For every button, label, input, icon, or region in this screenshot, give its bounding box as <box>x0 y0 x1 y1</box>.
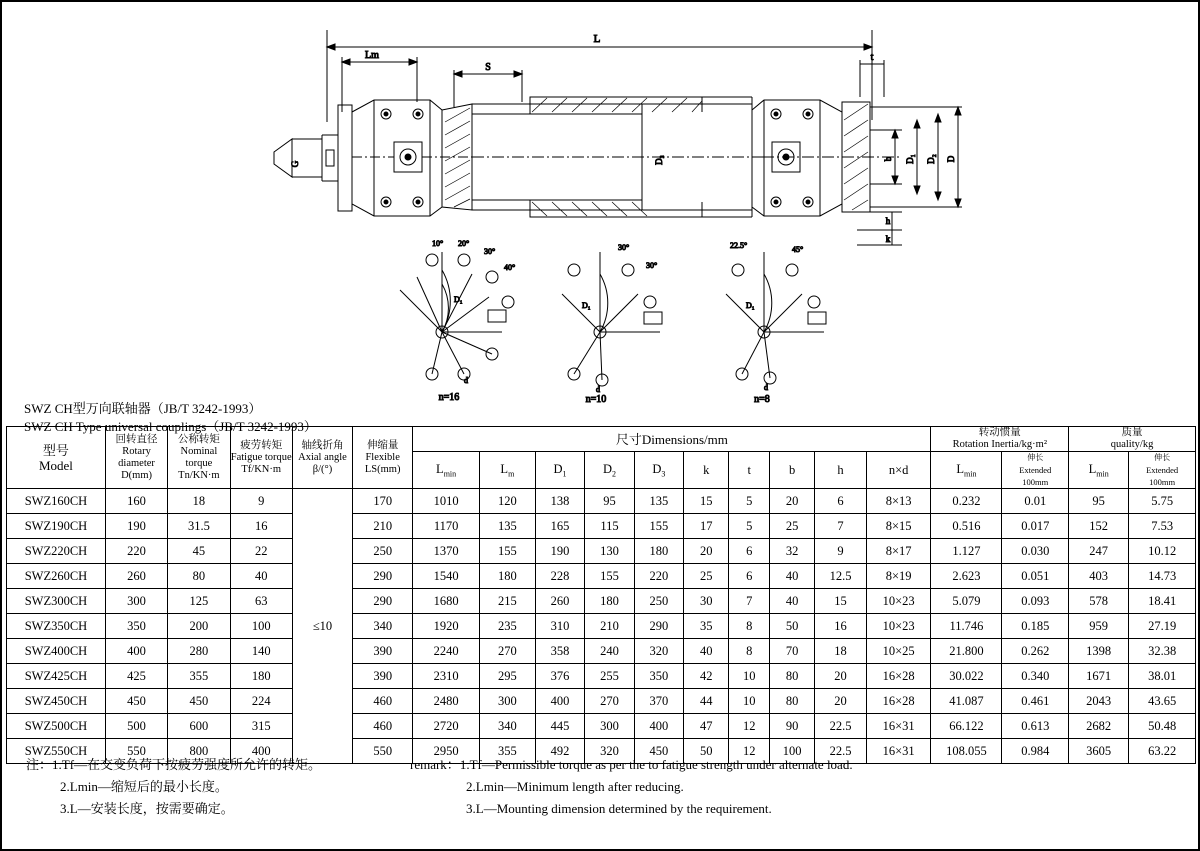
cell-lm: 120 <box>479 489 535 514</box>
cell-d2: 270 <box>585 689 634 714</box>
cell-model: SWZ450CH <box>7 689 106 714</box>
th-nominal-torque: 公称转矩 Nominal torque Tn/KN·m <box>168 427 230 489</box>
th-dim-d3: $D_3$ <box>634 452 683 489</box>
table-row <box>7 514 1196 539</box>
cell-b: 100 <box>770 739 815 764</box>
cell-lm: 340 <box>479 714 535 739</box>
cell-t: 7 <box>729 589 770 614</box>
cell-nxd: 16×31 <box>866 714 931 739</box>
table-row <box>7 489 1196 514</box>
cell-lm: 215 <box>479 589 535 614</box>
cell-nominal-torque: 800 <box>168 739 230 764</box>
cell-fatigue-torque: 224 <box>230 689 292 714</box>
th-quality-group: 质量 quality/kg <box>1069 427 1196 452</box>
cell-d2: 320 <box>585 739 634 764</box>
cell-inertia-ext: 0.017 <box>1002 514 1069 539</box>
cell-inertia-min: 41.087 <box>931 689 1002 714</box>
cell-inertia-min: 2.623 <box>931 564 1002 589</box>
cell-quality-ext: 63.22 <box>1129 739 1196 764</box>
table-row <box>7 689 1196 714</box>
th-rotary-diameter: 回转直径 Rotary diameter D(mm) <box>105 427 167 489</box>
cell-fatigue-torque: 63 <box>230 589 292 614</box>
cell-b: 40 <box>770 564 815 589</box>
cell-d1: 310 <box>535 614 584 639</box>
cell-quality-min: 959 <box>1069 614 1129 639</box>
cell-k: 20 <box>684 539 729 564</box>
cell-b: 80 <box>770 664 815 689</box>
cell-h: 15 <box>815 589 867 614</box>
th-fatigue-torque: 疲劳转矩 Fatigue torque Tf/KN·m <box>230 427 292 489</box>
cell-t: 10 <box>729 689 770 714</box>
cell-model: SWZ190CH <box>7 514 106 539</box>
svg-text:Lm: Lm <box>365 50 379 61</box>
cell-axial-angle: ≤10 <box>292 489 352 764</box>
cell-quality-ext: 5.75 <box>1129 489 1196 514</box>
cell-lm: 270 <box>479 639 535 664</box>
table-row <box>7 539 1196 564</box>
svg-text:30°: 30° <box>618 243 630 252</box>
cell-d3: 450 <box>634 739 683 764</box>
svg-text:22.5°: 22.5° <box>730 241 748 250</box>
cell-flexible: 390 <box>353 664 413 689</box>
cell-nominal-torque: 80 <box>168 564 230 589</box>
cell-quality-ext: 7.53 <box>1129 514 1196 539</box>
cell-lm: 300 <box>479 689 535 714</box>
cell-quality-min: 1398 <box>1069 639 1129 664</box>
svg-text:d: d <box>596 385 600 394</box>
cell-d1: 492 <box>535 739 584 764</box>
cell-b: 50 <box>770 614 815 639</box>
cell-h: 22.5 <box>815 714 867 739</box>
cell-quality-ext: 50.48 <box>1129 714 1196 739</box>
cell-fatigue-torque: 400 <box>230 739 292 764</box>
cell-k: 50 <box>684 739 729 764</box>
cell-nominal-torque: 450 <box>168 689 230 714</box>
cell-model: SWZ220CH <box>7 539 106 564</box>
cell-nxd: 16×31 <box>866 739 931 764</box>
svg-text:h: h <box>885 216 891 226</box>
cell-k: 44 <box>684 689 729 714</box>
notes-en-line-1: remark：1.Tf—Permissible torque as per the to fatigue strength under alternate load. <box>410 757 853 772</box>
cell-d2: 130 <box>585 539 634 564</box>
cell-inertia-ext: 0.185 <box>1002 614 1069 639</box>
cell-inertia-min: 66.122 <box>931 714 1002 739</box>
cell-h: 18 <box>815 639 867 664</box>
th-dim-nxd: n×d <box>866 452 931 489</box>
cell-b: 25 <box>770 514 815 539</box>
cell-nxd: 10×25 <box>866 639 931 664</box>
table-row <box>7 664 1196 689</box>
th-quality-lmin: $L_{min}$ <box>1069 452 1129 489</box>
cell-quality-ext: 43.65 <box>1129 689 1196 714</box>
cell-t: 5 <box>729 514 770 539</box>
cell-b: 70 <box>770 639 815 664</box>
cell-lm: 135 <box>479 514 535 539</box>
cell-quality-ext: 18.41 <box>1129 589 1196 614</box>
svg-text:10°: 10° <box>432 239 444 248</box>
table-row <box>7 614 1196 639</box>
cell-flexible: 550 <box>353 739 413 764</box>
cell-h: 20 <box>815 664 867 689</box>
table-row <box>7 589 1196 614</box>
cell-quality-min: 152 <box>1069 514 1129 539</box>
cell-flexible: 340 <box>353 614 413 639</box>
cell-flexible: 290 <box>353 564 413 589</box>
cell-fatigue-torque: 16 <box>230 514 292 539</box>
svg-text:n=8: n=8 <box>754 394 770 405</box>
table-row <box>7 564 1196 589</box>
cell-k: 25 <box>684 564 729 589</box>
svg-text:S: S <box>485 62 491 73</box>
cell-b: 90 <box>770 714 815 739</box>
svg-text:D₁: D₁ <box>454 295 463 304</box>
cell-k: 40 <box>684 639 729 664</box>
cell-flexible: 250 <box>353 539 413 564</box>
cell-diameter: 260 <box>105 564 167 589</box>
cell-flexible: 290 <box>353 589 413 614</box>
cell-lmin: 1010 <box>413 489 480 514</box>
svg-text:D: D <box>946 155 956 163</box>
cell-quality-ext: 38.01 <box>1129 664 1196 689</box>
cell-lmin: 2950 <box>413 739 480 764</box>
cell-nominal-torque: 600 <box>168 714 230 739</box>
cell-d1: 376 <box>535 664 584 689</box>
cell-k: 35 <box>684 614 729 639</box>
cell-fatigue-torque: 22 <box>230 539 292 564</box>
cell-lmin: 1540 <box>413 564 480 589</box>
th-dim-d1: $D_1$ <box>535 452 584 489</box>
cell-model: SWZ160CH <box>7 489 106 514</box>
notes-cn-line-1: 注：1.Tf—在交变负荷下按疲劳强度所允许的转矩。 <box>26 757 322 772</box>
cell-nominal-torque: 31.5 <box>168 514 230 539</box>
specifications-table <box>6 426 1196 764</box>
svg-text:d: d <box>764 383 768 392</box>
cell-b: 40 <box>770 589 815 614</box>
cell-inertia-min: 0.516 <box>931 514 1002 539</box>
cell-nxd: 8×19 <box>866 564 931 589</box>
title-english: SWZ CH Type universal couplings（JB/T 3242-1993） <box>24 419 317 434</box>
cell-d3: 370 <box>634 689 683 714</box>
cell-b: 80 <box>770 689 815 714</box>
cell-diameter: 190 <box>105 514 167 539</box>
cell-flexible: 170 <box>353 489 413 514</box>
th-dim-h: h <box>815 452 867 489</box>
cell-lm: 235 <box>479 614 535 639</box>
cell-model: SWZ300CH <box>7 589 106 614</box>
th-dim-lmin: $L_{min}$ <box>413 452 480 489</box>
svg-text:D₂: D₂ <box>926 154 936 164</box>
cell-k: 42 <box>684 664 729 689</box>
cell-k: 17 <box>684 514 729 539</box>
cell-d3: 250 <box>634 589 683 614</box>
cell-flexible: 460 <box>353 714 413 739</box>
cell-diameter: 550 <box>105 739 167 764</box>
svg-text:30°: 30° <box>484 247 496 256</box>
cell-nominal-torque: 355 <box>168 664 230 689</box>
cell-t: 5 <box>729 489 770 514</box>
cell-h: 7 <box>815 514 867 539</box>
th-inertia-group: 转动惯量 Rotation Inertia/kg·m² <box>931 427 1069 452</box>
cell-quality-min: 2043 <box>1069 689 1129 714</box>
cell-k: 15 <box>684 489 729 514</box>
cell-inertia-min: 1.127 <box>931 539 1002 564</box>
cell-lmin: 2480 <box>413 689 480 714</box>
th-dim-k: k <box>684 452 729 489</box>
cell-model: SWZ550CH <box>7 739 106 764</box>
cell-inertia-ext: 0.340 <box>1002 664 1069 689</box>
table-row <box>7 714 1196 739</box>
cell-nominal-torque: 45 <box>168 539 230 564</box>
cell-quality-min: 578 <box>1069 589 1129 614</box>
th-dim-t: t <box>729 452 770 489</box>
cell-lm: 180 <box>479 564 535 589</box>
cell-d1: 260 <box>535 589 584 614</box>
cell-nominal-torque: 280 <box>168 639 230 664</box>
cell-d1: 138 <box>535 489 584 514</box>
cell-quality-min: 1671 <box>1069 664 1129 689</box>
notes-en-line-3: 3.L—Mounting dimension determined by the requirement. <box>466 801 772 816</box>
cell-d1: 445 <box>535 714 584 739</box>
cell-lmin: 1170 <box>413 514 480 539</box>
cell-quality-min: 403 <box>1069 564 1129 589</box>
th-inertia-extended: 伸长 Extended 100mm <box>1002 452 1069 489</box>
cell-inertia-min: 108.055 <box>931 739 1002 764</box>
cell-d1: 228 <box>535 564 584 589</box>
cell-diameter: 500 <box>105 714 167 739</box>
cell-d2: 155 <box>585 564 634 589</box>
cell-nxd: 8×13 <box>866 489 931 514</box>
cell-diameter: 425 <box>105 664 167 689</box>
cell-d2: 210 <box>585 614 634 639</box>
cell-lmin: 1920 <box>413 614 480 639</box>
notes-en-line-2: 2.Lmin—Minimum length after reducing. <box>466 779 684 794</box>
cell-lmin: 1370 <box>413 539 480 564</box>
cell-d1: 190 <box>535 539 584 564</box>
cell-k: 30 <box>684 589 729 614</box>
cell-lmin: 2720 <box>413 714 480 739</box>
cell-d2: 115 <box>585 514 634 539</box>
cell-fatigue-torque: 100 <box>230 614 292 639</box>
th-inertia-lmin: $L_{min}$ <box>931 452 1002 489</box>
th-dimensions-group: 尺寸Dimensions/mm <box>413 427 931 452</box>
cell-inertia-ext: 0.613 <box>1002 714 1069 739</box>
th-flexible: 伸缩量 Flexible LS(mm) <box>353 427 413 489</box>
cell-d2: 95 <box>585 489 634 514</box>
cell-inertia-min: 0.232 <box>931 489 1002 514</box>
cell-nxd: 8×17 <box>866 539 931 564</box>
cell-h: 6 <box>815 489 867 514</box>
cell-lmin: 2310 <box>413 664 480 689</box>
cell-d3: 290 <box>634 614 683 639</box>
th-dim-b: b <box>770 452 815 489</box>
cell-t: 12 <box>729 714 770 739</box>
svg-text:d: d <box>464 376 468 385</box>
cell-quality-ext: 10.12 <box>1129 539 1196 564</box>
cell-quality-min: 95 <box>1069 489 1129 514</box>
cell-fatigue-torque: 40 <box>230 564 292 589</box>
cell-quality-ext: 14.73 <box>1129 564 1196 589</box>
cell-diameter: 400 <box>105 639 167 664</box>
cell-fatigue-torque: 140 <box>230 639 292 664</box>
cell-inertia-ext: 0.461 <box>1002 689 1069 714</box>
cell-d3: 135 <box>634 489 683 514</box>
cell-inertia-min: 21.800 <box>931 639 1002 664</box>
svg-text:b: b <box>883 156 893 162</box>
cell-lmin: 2240 <box>413 639 480 664</box>
cell-d3: 320 <box>634 639 683 664</box>
cell-lm: 355 <box>479 739 535 764</box>
cell-d2: 255 <box>585 664 634 689</box>
cell-t: 12 <box>729 739 770 764</box>
cell-inertia-ext: 0.051 <box>1002 564 1069 589</box>
cell-t: 6 <box>729 539 770 564</box>
cell-t: 6 <box>729 564 770 589</box>
cell-diameter: 350 <box>105 614 167 639</box>
cell-lm: 295 <box>479 664 535 689</box>
cell-d2: 180 <box>585 589 634 614</box>
cell-t: 8 <box>729 639 770 664</box>
notes-cn-line-3: 3.L—安装长度，按需要确定。 <box>60 801 234 816</box>
cell-diameter: 450 <box>105 689 167 714</box>
svg-text:D₃: D₃ <box>654 155 664 165</box>
cell-b: 32 <box>770 539 815 564</box>
cell-lmin: 1680 <box>413 589 480 614</box>
cell-k: 47 <box>684 714 729 739</box>
cell-nxd: 10×23 <box>866 614 931 639</box>
cell-d3: 350 <box>634 664 683 689</box>
svg-text:D₁: D₁ <box>746 301 755 310</box>
cell-quality-ext: 32.38 <box>1129 639 1196 664</box>
cell-nominal-torque: 125 <box>168 589 230 614</box>
cell-inertia-ext: 0.984 <box>1002 739 1069 764</box>
notes-cn-line-2: 2.Lmin—缩短后的最小长度。 <box>60 779 228 794</box>
cell-quality-min: 3605 <box>1069 739 1129 764</box>
cell-diameter: 220 <box>105 539 167 564</box>
cell-model: SWZ350CH <box>7 614 106 639</box>
svg-text:L: L <box>593 33 601 45</box>
cell-nxd: 16×28 <box>866 689 931 714</box>
cell-inertia-ext: 0.01 <box>1002 489 1069 514</box>
cell-fatigue-torque: 9 <box>230 489 292 514</box>
cell-inertia-min: 30.022 <box>931 664 1002 689</box>
cell-t: 8 <box>729 614 770 639</box>
cell-flexible: 390 <box>353 639 413 664</box>
cell-d1: 400 <box>535 689 584 714</box>
cell-d1: 358 <box>535 639 584 664</box>
cell-d1: 165 <box>535 514 584 539</box>
svg-text:D₁: D₁ <box>582 301 591 310</box>
cell-inertia-ext: 0.262 <box>1002 639 1069 664</box>
svg-text:D₁: D₁ <box>905 154 915 164</box>
cell-t: 10 <box>729 664 770 689</box>
svg-text:20°: 20° <box>458 239 470 248</box>
cell-d3: 400 <box>634 714 683 739</box>
cell-d2: 300 <box>585 714 634 739</box>
cell-h: 12.5 <box>815 564 867 589</box>
svg-text:G: G <box>290 160 300 168</box>
cell-fatigue-torque: 315 <box>230 714 292 739</box>
notes-chinese <box>26 754 321 820</box>
cell-b: 20 <box>770 489 815 514</box>
cell-d2: 240 <box>585 639 634 664</box>
cell-inertia-min: 11.746 <box>931 614 1002 639</box>
cell-quality-min: 247 <box>1069 539 1129 564</box>
cell-h: 20 <box>815 689 867 714</box>
table-row <box>7 639 1196 664</box>
cell-nominal-torque: 200 <box>168 614 230 639</box>
th-quality-extended: 伸长 Extended 100mm <box>1129 452 1196 489</box>
svg-text:t: t <box>870 52 874 63</box>
cell-d3: 155 <box>634 514 683 539</box>
svg-text:45°: 45° <box>792 245 804 254</box>
svg-text:30°: 30° <box>646 261 658 270</box>
cell-model: SWZ500CH <box>7 714 106 739</box>
cell-h: 16 <box>815 614 867 639</box>
cell-nxd: 10×23 <box>866 589 931 614</box>
table-body <box>7 489 1196 764</box>
svg-text:40°: 40° <box>504 263 516 272</box>
cell-model: SWZ425CH <box>7 664 106 689</box>
cell-d3: 180 <box>634 539 683 564</box>
cell-nominal-torque: 18 <box>168 489 230 514</box>
th-model: 型号 Model <box>7 427 106 489</box>
cell-diameter: 160 <box>105 489 167 514</box>
th-axial-angle: 轴线折角 Axial angle β/(°) <box>292 427 352 489</box>
cell-lm: 155 <box>479 539 535 564</box>
cell-model: SWZ260CH <box>7 564 106 589</box>
cell-quality-min: 2682 <box>1069 714 1129 739</box>
cell-fatigue-torque: 180 <box>230 664 292 689</box>
cell-flexible: 460 <box>353 689 413 714</box>
cell-nxd: 16×28 <box>866 664 931 689</box>
cell-quality-ext: 27.19 <box>1129 614 1196 639</box>
th-dim-lm: $L_m$ <box>479 452 535 489</box>
technical-drawing <box>2 2 1198 412</box>
cell-model: SWZ400CH <box>7 639 106 664</box>
cell-nxd: 8×15 <box>866 514 931 539</box>
cell-inertia-ext: 0.093 <box>1002 589 1069 614</box>
th-dim-d2: $D_2$ <box>585 452 634 489</box>
notes-english <box>410 754 853 820</box>
cell-inertia-ext: 0.030 <box>1002 539 1069 564</box>
cell-inertia-min: 5.079 <box>931 589 1002 614</box>
cell-h: 9 <box>815 539 867 564</box>
cell-flexible: 210 <box>353 514 413 539</box>
cell-diameter: 300 <box>105 589 167 614</box>
cell-h: 22.5 <box>815 739 867 764</box>
svg-text:n=10: n=10 <box>585 394 607 405</box>
svg-text:n=16: n=16 <box>438 392 460 403</box>
svg-text:k: k <box>885 234 891 244</box>
cell-d3: 220 <box>634 564 683 589</box>
title-chinese: SWZ CH型万向联轴器（JB/T 3242-1993） <box>24 401 262 416</box>
